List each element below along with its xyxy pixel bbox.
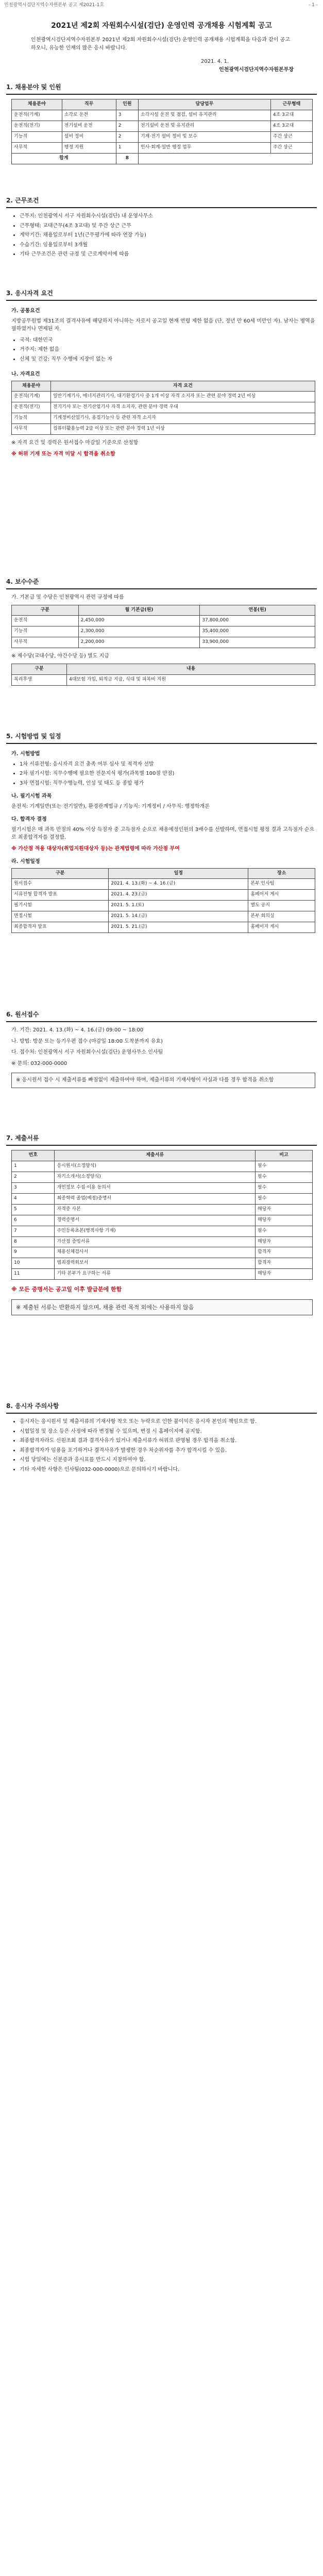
recruit-cell: 사무직	[12, 142, 62, 153]
qual-header: 자격 요건	[50, 381, 315, 392]
recruit-header: 근무형태	[270, 99, 312, 110]
recruit-cell: 2	[116, 131, 138, 142]
recruit-cell: 1	[116, 142, 138, 153]
recruit-cell: 설비 정비	[62, 131, 116, 142]
qual-cell: 기능직	[12, 413, 51, 424]
recruit-header: 직무	[62, 99, 116, 110]
recruit-header: 인원	[116, 99, 138, 110]
recruit-table-wrap	[11, 99, 313, 164]
method-item: • 3차 면접시험: 직무수행능력, 인성 및 태도 등 종합 평가	[20, 779, 315, 788]
recruit-table	[11, 99, 313, 164]
document-cell: 5	[12, 1204, 55, 1215]
schedule-cell: 최종합격자 발표	[12, 922, 109, 933]
common-text: 지방공무원법 제31조의 결격사유에 해당하지 아니하는 자로서 공고일 현재 연령 제한 없음 (단, 정년 만 60세 미만인 자). 남자는 병역을 필하였거나 면제된 자.	[11, 318, 315, 332]
document-cell: 필수	[256, 1182, 313, 1193]
qualification-table	[11, 381, 315, 435]
announce-date: 2021. 4. 1.	[201, 59, 229, 64]
document-title: 2021년 제2회 자원회수시설(검단) 운영인력 공개채용 시험계획 공고	[51, 22, 272, 30]
page-number: - 1 -	[309, 3, 318, 8]
document-row	[12, 1182, 313, 1193]
document-row	[12, 1226, 313, 1236]
documents-table	[11, 1150, 313, 1280]
salary-row	[12, 616, 315, 626]
recruit-total-value: 8	[116, 153, 138, 164]
method-list	[11, 760, 315, 788]
schedule-title: 라. 시험일정	[11, 859, 40, 865]
document-cell: 자기소개서(소정양식)	[55, 1172, 256, 1182]
recruit-cell: 4조 3교대	[270, 110, 312, 121]
recruit-cell: 운전직(기계)	[12, 110, 62, 121]
app-notice-box: ※ 응시원서 접수 시 제출서류를 빠짐없이 제출하여야 하며, 제출서류의 기재사항이 사실과 다를 경우 합격을 취소함	[11, 1073, 315, 1088]
document-cell: 최종학력 졸업(예정)증명서	[55, 1193, 256, 1204]
benefit-row	[12, 674, 315, 685]
benefit-cell: 복리후생	[12, 674, 67, 685]
salary-cell: 운전직	[12, 616, 79, 626]
schedule-cell: 서류전형 합격자 발표	[12, 890, 109, 901]
document-cell: 해당자	[256, 1236, 313, 1247]
recruit-cell: 행정 지원	[62, 142, 116, 153]
intro-text: 인천광역시검단지역수자원본부 2021년 제2회 자원회수시설(검단) 운영인력 공개채용 시험계획을 다음과 같이 공고하오니, 유능한 인재의 많은 응시 바랍니다.	[31, 37, 290, 51]
schedule-cell: 홈페이지 게시	[248, 922, 315, 933]
notice-item: • 최종합격자라도 신원조회 결과 결격사유가 있거나 제출서류가 허위로 판명될 경우 합격을 취소함.	[20, 1437, 315, 1445]
conditions-list	[11, 212, 315, 259]
section-7-title: 7. 제출서류	[6, 1133, 317, 1146]
subject-text: 운전직: 기계일반(또는 전기일반), 환경관계법규 / 기능직: 기계정비 / 사무직: 행정학개론	[11, 803, 210, 809]
document-header: 제출서류	[55, 1150, 256, 1161]
recruit-cell: 전기설비 운전 및 유지관리	[138, 121, 270, 131]
condition-item: • 기타 근무조건은 관련 규정 및 근로계약서에 따름	[20, 250, 315, 259]
qual-cell: 일반기계기사, 에너지관리기사, 대기환경기사 중 1개 이상 자격 소지자 또는 관련 분야 경력 2년 이상	[50, 392, 315, 402]
notice-list	[11, 1418, 315, 1473]
doc-note-red: ※ 모든 증명서는 공고일 이후 발급분에 한함	[11, 1286, 122, 1293]
common-item: • 거주지: 제한 없음	[20, 346, 315, 354]
common-item: • 신체 및 건강: 직무 수행에 지장이 없는 자	[20, 355, 315, 364]
document-row	[12, 1204, 313, 1215]
schedule-row	[12, 922, 315, 933]
criteria-title: 다. 합격자 결정	[11, 817, 47, 822]
salary-intro: 가. 기본급 및 수당은 인천광역시 관련 규정에 따름	[11, 595, 124, 600]
schedule-cell: 필기시험	[12, 901, 109, 911]
section-6-title: 6. 원서접수	[6, 1010, 317, 1022]
recruit-total-empty	[138, 153, 312, 164]
document-cell: 9	[12, 1247, 55, 1258]
recruit-row	[12, 110, 313, 121]
salary-header: 월 기본급(원)	[78, 605, 200, 616]
benefit-header: 구분	[12, 664, 67, 674]
qual-cell: 운전직(전기)	[12, 402, 51, 413]
schedule-cell: 면접시험	[12, 911, 109, 922]
common-title: 가. 공통요건	[11, 308, 40, 314]
recruit-cell: 인사·회계·일반 행정 업무	[138, 142, 270, 153]
application-block	[11, 1026, 315, 1088]
document-row	[12, 1172, 313, 1182]
schedule-header: 일정	[109, 868, 248, 879]
conditions-block	[11, 212, 315, 260]
salary-cell: 사무직	[12, 637, 79, 648]
notice-item: • 최종합격자가 임용을 포기하거나 결격사유가 발생한 경우 차순위자를 추가 합격시킬 수 있음.	[20, 1447, 315, 1455]
condition-item: • 근무형태: 교대근무(4조 3교대) 및 주간 상근 근무	[20, 222, 315, 230]
salary-cell: 2,300,000	[78, 626, 200, 637]
document-cell: 필수	[256, 1193, 313, 1204]
document-row	[12, 1258, 313, 1269]
recruit-cell: 운전직(전기)	[12, 121, 62, 131]
exam-note-red: ※ 가산점 적용 대상자(취업지원대상자 등)는 관계법령에 따라 가산점 부여	[11, 845, 180, 852]
qual-note-red: ※ 허위 기재 또는 자격 미달 시 합격을 취소함	[11, 451, 115, 457]
section-8-title: 8. 응시자 주의사항	[6, 1401, 317, 1414]
salary-cell: 33,900,000	[200, 637, 315, 648]
schedule-cell: 2021. 5. 1.(토)	[109, 901, 248, 911]
doc-note-box: ※ 제출된 서류는 반환하지 않으며, 채용 관련 목적 외에는 사용하지 않음	[11, 1299, 313, 1315]
document-cell: 8	[12, 1236, 55, 1247]
salary-table	[11, 605, 315, 649]
schedule-header: 장소	[248, 868, 315, 879]
document-cell: 개인정보 수집·이용 동의서	[55, 1182, 256, 1193]
schedule-cell: 별도 공지	[248, 901, 315, 911]
condition-item: • 근무지: 인천광역시 서구 자원회수시설(검단) 내 운영사무소	[20, 212, 315, 221]
qualification-block	[11, 305, 315, 461]
section-1-title: 1. 채용분야 및 인원	[6, 82, 317, 95]
header-left-note: 인천광역시검단지역수자원본부 공고 제2021-1호	[4, 3, 105, 8]
salary-header: 구분	[12, 605, 79, 616]
condition-item: • 수습기간: 임용일로부터 3개월	[20, 241, 315, 249]
document-header: 비고	[256, 1150, 313, 1161]
document-cell: 주민등록초본(병적사항 기재)	[55, 1226, 256, 1236]
recruit-cell: 4조 3교대	[270, 121, 312, 131]
recruit-cell: 기능직	[12, 131, 62, 142]
document-row	[12, 1161, 313, 1172]
schedule-cell: 2021. 4. 23.(금)	[109, 890, 248, 901]
app-place: 다. 접수처: 인천광역시 서구 자원회수시설(검단) 운영사무소 인사팀	[11, 1049, 163, 1055]
common-list	[11, 336, 315, 364]
recruit-cell: 소각시설 운전 및 점검, 설비 유지관리	[138, 110, 270, 121]
document-cell: 필수	[256, 1226, 313, 1236]
section-4-title: 4. 보수수준	[6, 577, 317, 589]
qual-cell: 기계정비산업기사, 용접기능사 등 관련 자격 소지자	[50, 413, 315, 424]
document-cell: 필수	[256, 1172, 313, 1182]
document-cell: 해당자	[256, 1204, 313, 1215]
qual-header: 채용분야	[12, 381, 51, 392]
schedule-row	[12, 879, 315, 890]
special-title: 나. 자격요건	[11, 371, 40, 377]
method-title: 가. 시험방법	[11, 751, 40, 757]
recruit-cell: 3	[116, 110, 138, 121]
qual-cell: 사무직	[12, 424, 51, 435]
qual-row	[12, 392, 315, 402]
document-cell: 2	[12, 1172, 55, 1182]
section-3-title: 3. 응시자격 요건	[6, 289, 317, 301]
document-row	[12, 1215, 313, 1226]
recruit-header: 담당업무	[138, 99, 270, 110]
recruit-cell: 2	[116, 121, 138, 131]
document-cell: 가산점 증빙서류	[55, 1236, 256, 1247]
section-2-title: 2. 근무조건	[6, 196, 317, 208]
document-cell: 합격자	[256, 1247, 313, 1258]
document-cell: 자격증 사본	[55, 1204, 256, 1215]
salary-header: 연봉(원)	[200, 605, 315, 616]
notice-item: • 시험일정 및 장소 등은 사정에 따라 변경될 수 있으며, 변경 시 홈페이지에 공지함.	[20, 1428, 315, 1436]
recruit-cell: 기계·전기 설비 정비 및 보수	[138, 131, 270, 142]
recruit-total-row	[12, 153, 313, 164]
document-cell: 7	[12, 1226, 55, 1236]
document-row	[12, 1247, 313, 1258]
document-header: 번호	[12, 1150, 55, 1161]
benefit-cell: 4대보험 가입, 퇴직금 지급, 식대 및 피복비 지원	[67, 674, 315, 685]
method-item: • 1차 서류전형: 응시자격 요건 충족 여부 심사 및 적격자 선발	[20, 760, 315, 769]
notice-item: • 시험 당일에는 신분증과 응시표를 반드시 지참하여야 함.	[20, 1456, 315, 1464]
notice-item: • 응시자는 응시원서 및 제출서류의 기재사항 착오 또는 누락으로 인한 불이익은 응시자 본인의 책임으로 함.	[20, 1418, 315, 1426]
schedule-cell: 원서접수	[12, 879, 109, 890]
salary-block	[11, 594, 315, 686]
app-period: 가. 기간: 2021. 4. 13.(화) ~ 4. 16.(금) 09:00 ~ 18:00	[11, 1027, 144, 1033]
exam-block	[11, 748, 315, 933]
document-cell: 채용신체검사서	[55, 1247, 256, 1258]
benefit-header: 내용	[67, 664, 315, 674]
qual-row	[12, 413, 315, 424]
criteria-text: 필기시험은 매 과목 만점의 40% 이상 득점자 중 고득점자 순으로 채용예정인원의 3배수를 선발하며, 면접시험 평정 결과 고득점자 순으로 최종합격자를 결정함.	[11, 826, 315, 840]
schedule-cell: 2021. 5. 21.(금)	[109, 922, 248, 933]
salary-cell: 35,400,000	[200, 626, 315, 637]
schedule-cell: 2021. 4. 13.(화) ~ 4. 16.(금)	[109, 879, 248, 890]
qual-note: ※ 자격 요건 및 경력은 원서접수 마감일 기준으로 산정함	[11, 440, 139, 446]
notice-item: • 기타 자세한 사항은 인사팀(032-000-0000)으로 문의하시기 바랍니다.	[20, 1466, 315, 1474]
document-row	[12, 1193, 313, 1204]
salary-cell: 2,450,000	[78, 616, 200, 626]
document-cell: 범죄경력회보서	[55, 1258, 256, 1269]
document-row	[12, 1269, 313, 1280]
schedule-row	[12, 890, 315, 901]
document-cell: 해당자	[256, 1215, 313, 1226]
document-cell: 합격자	[256, 1258, 313, 1269]
documents-wrap	[11, 1150, 313, 1315]
salary-cell: 2,200,000	[78, 637, 200, 648]
document-cell: 기타 본부가 요구하는 서류	[55, 1269, 256, 1280]
recruit-cell: 주간 상근	[270, 142, 312, 153]
document-cell: 필수	[256, 1161, 313, 1172]
schedule-cell: 본부 회의실	[248, 911, 315, 922]
qual-cell: 전기기사 또는 전기산업기사 자격 소지자, 관련 분야 경력 우대	[50, 402, 315, 413]
recruit-header: 채용분야	[12, 99, 62, 110]
schedule-table	[11, 868, 315, 934]
notice-block	[11, 1418, 315, 1475]
schedule-header: 구분	[12, 868, 109, 879]
schedule-row	[12, 911, 315, 922]
condition-item: • 계약기간: 채용일로부터 1년(근무평가에 따라 연장 가능)	[20, 231, 315, 240]
schedule-row	[12, 901, 315, 911]
recruit-row	[12, 121, 313, 131]
app-contact: ※ 문의: 032-000-0000	[11, 1060, 67, 1066]
qual-row	[12, 424, 315, 435]
qual-cell: 운전직(기계)	[12, 392, 51, 402]
app-method: 나. 방법: 방문 또는 등기우편 접수 (마감일 18:00 도착분까지 유효)	[11, 1038, 163, 1044]
salary-row	[12, 637, 315, 648]
salary-row	[12, 626, 315, 637]
issuer: 인천광역시검단지역수자원본부장	[219, 67, 294, 73]
common-item: • 국적: 대한민국	[20, 336, 315, 345]
subject-title: 나. 필기시험 과목	[11, 793, 52, 799]
document-cell: 3	[12, 1182, 55, 1193]
salary-cell: 기능직	[12, 626, 79, 637]
document-row	[12, 1236, 313, 1247]
recruit-cell: 전기설비 운전	[62, 121, 116, 131]
salary-note: ※ 제수당(교대수당, 야간수당 등) 별도 지급	[11, 653, 109, 659]
document-cell: 6	[12, 1215, 55, 1226]
salary-cell: 37,800,000	[200, 616, 315, 626]
qual-cell: 컴퓨터활용능력 2급 이상 또는 관련 분야 경력 1년 이상	[50, 424, 315, 435]
document-cell: 4	[12, 1193, 55, 1204]
document-cell: 11	[12, 1269, 55, 1280]
document-cell: 해당자	[256, 1269, 313, 1280]
recruit-total-label: 합계	[12, 153, 116, 164]
qual-row	[12, 402, 315, 413]
section-5-title: 5. 시험방법 및 일정	[6, 732, 317, 744]
recruit-row	[12, 131, 313, 142]
document-cell: 1	[12, 1161, 55, 1172]
document-cell: 경력증명서	[55, 1215, 256, 1226]
document-cell: 응시원서(소정양식)	[55, 1161, 256, 1172]
schedule-cell: 본부 인사팀	[248, 879, 315, 890]
schedule-cell: 홈페이지 게시	[248, 890, 315, 901]
benefit-table	[11, 664, 315, 686]
recruit-cell: 소각로 운전	[62, 110, 116, 121]
recruit-row	[12, 142, 313, 153]
document-cell: 10	[12, 1258, 55, 1269]
method-item: • 2차 필기시험: 직무수행에 필요한 전문지식 평가(과목별 100점 만점)	[20, 770, 315, 778]
recruit-cell: 주간 상근	[270, 131, 312, 142]
schedule-cell: 2021. 5. 14.(금)	[109, 911, 248, 922]
